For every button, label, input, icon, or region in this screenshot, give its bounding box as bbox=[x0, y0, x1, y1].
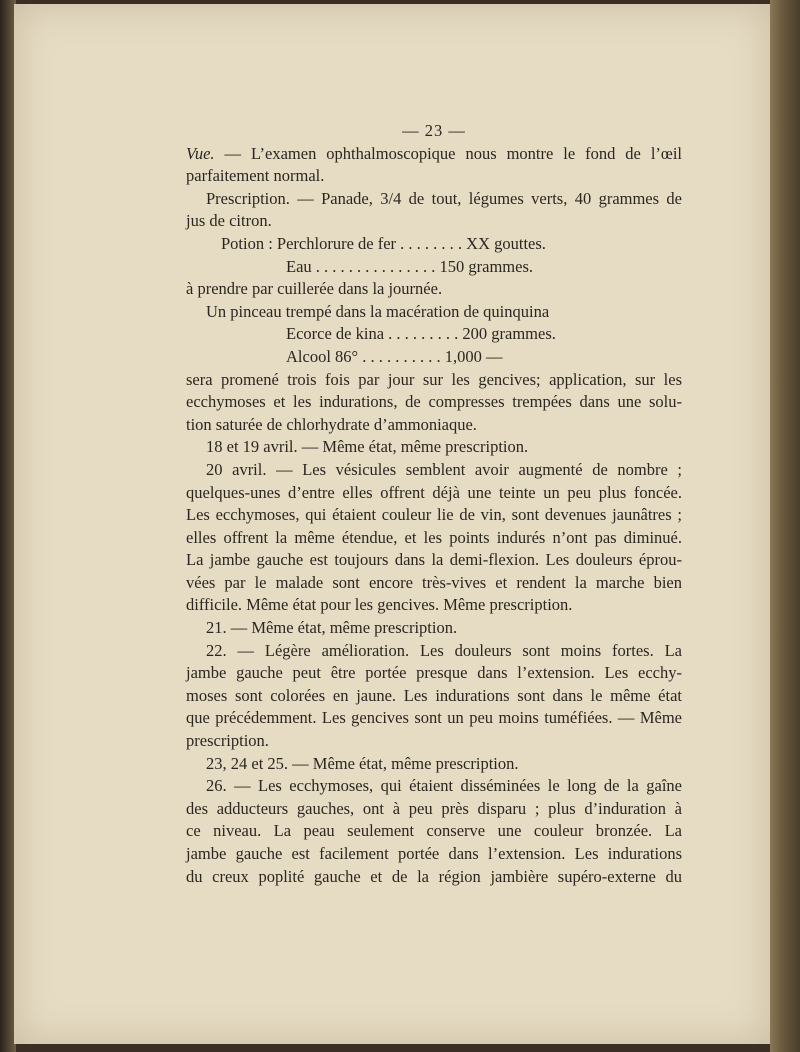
text-line: ecchymoses et les indurations, de compresses trempées dans une solu- bbox=[186, 392, 682, 412]
text-line: jambe gauche est facilement portée dans l’extension. Les indurations bbox=[186, 844, 682, 863]
text-line: La jambe gauche est toujours dans la demi-flexion. Les douleurs éprou- bbox=[186, 550, 682, 570]
text-line: Eau . . . . . . . . . . . . . . . 150 grammes. bbox=[286, 256, 534, 276]
page-number: — 23 — bbox=[402, 121, 466, 140]
text-line: parfaitement normal. bbox=[186, 166, 325, 186]
text-line: tion saturée de chlorhydrate d’ammoniaque. bbox=[186, 414, 477, 434]
text-line: Potion : Perchlorure de fer . . . . . . . . XX gouttes. bbox=[221, 233, 546, 253]
text-line: Prescription. — Panade, 3/4 de tout, légumes verts, 40 grammes de bbox=[206, 188, 682, 208]
text-line: que précédemment. Les gencives sont un peu moins tuméfiées. — Même bbox=[186, 708, 682, 728]
text-line: 21. — Même état, même prescription. bbox=[206, 618, 458, 638]
text-line: jus de citron. bbox=[186, 211, 272, 231]
page-text bbox=[186, 120, 682, 888]
text-line: jambe gauche peut être portée presque dans l’extension. Les ecchy- bbox=[186, 663, 682, 683]
text-line: des adducteurs gauches, ont à peu près disparu ; plus d’induration à bbox=[186, 798, 682, 818]
book-spine bbox=[770, 0, 800, 1052]
text-line: prescription. bbox=[186, 731, 269, 751]
text-line: 20 avril. — Les vésicules semblent avoir augmenté de nombre ; bbox=[206, 459, 682, 479]
text-line: Les ecchymoses, qui étaient couleur lie de vin, sont devenues jaunâtres ; bbox=[186, 505, 682, 525]
text-line: du creux poplité gauche et de la région jambière supéro-externe du bbox=[186, 866, 682, 886]
text-line: à prendre par cuillerée dans la journée. bbox=[186, 279, 443, 299]
text-line: Vue. — L’examen ophthalmoscopique nous montre le fond de l’œil bbox=[186, 143, 682, 163]
text-line: Ecorce de kina . . . . . . . . . 200 grammes. bbox=[286, 324, 556, 344]
text-line: Un pinceau trempé dans la macération de quinquina bbox=[206, 301, 550, 321]
text-line: quelques-unes d’entre elles offrent déjà une teinte un peu plus foncée. bbox=[186, 482, 682, 502]
text-line: 18 et 19 avril. — Même état, même prescription. bbox=[206, 437, 529, 457]
text-line: 26. — Les ecchymoses, qui étaient disséminées le long de la gaîne bbox=[206, 776, 682, 796]
text-line: 23, 24 et 25. — Même état, même prescription. bbox=[206, 753, 519, 773]
text-line: sera promené trois fois par jour sur les gencives; application, sur les bbox=[186, 369, 682, 389]
text-line: vées par le malade sont encore très-vives et rendent la marche bien bbox=[186, 572, 682, 592]
book-page bbox=[14, 4, 773, 1044]
text-line: moses sont colorées en jaune. Les indurations sont dans le même état bbox=[186, 685, 682, 705]
text-line: 22. — Légère amélioration. Les douleurs sont moins fortes. La bbox=[206, 640, 682, 660]
section-lead: Vue. bbox=[186, 143, 215, 163]
text-line: difficile. Même état pour les gencives. Même prescription. bbox=[186, 595, 573, 615]
text-line: ce niveau. La peau seulement conserve une couleur bronzée. La bbox=[186, 821, 682, 841]
text-line: elles offrent la même étendue, et les points indurés n’ont pas diminué. bbox=[186, 527, 682, 547]
text-line: Alcool 86° . . . . . . . . . . 1,000 — bbox=[286, 346, 503, 366]
